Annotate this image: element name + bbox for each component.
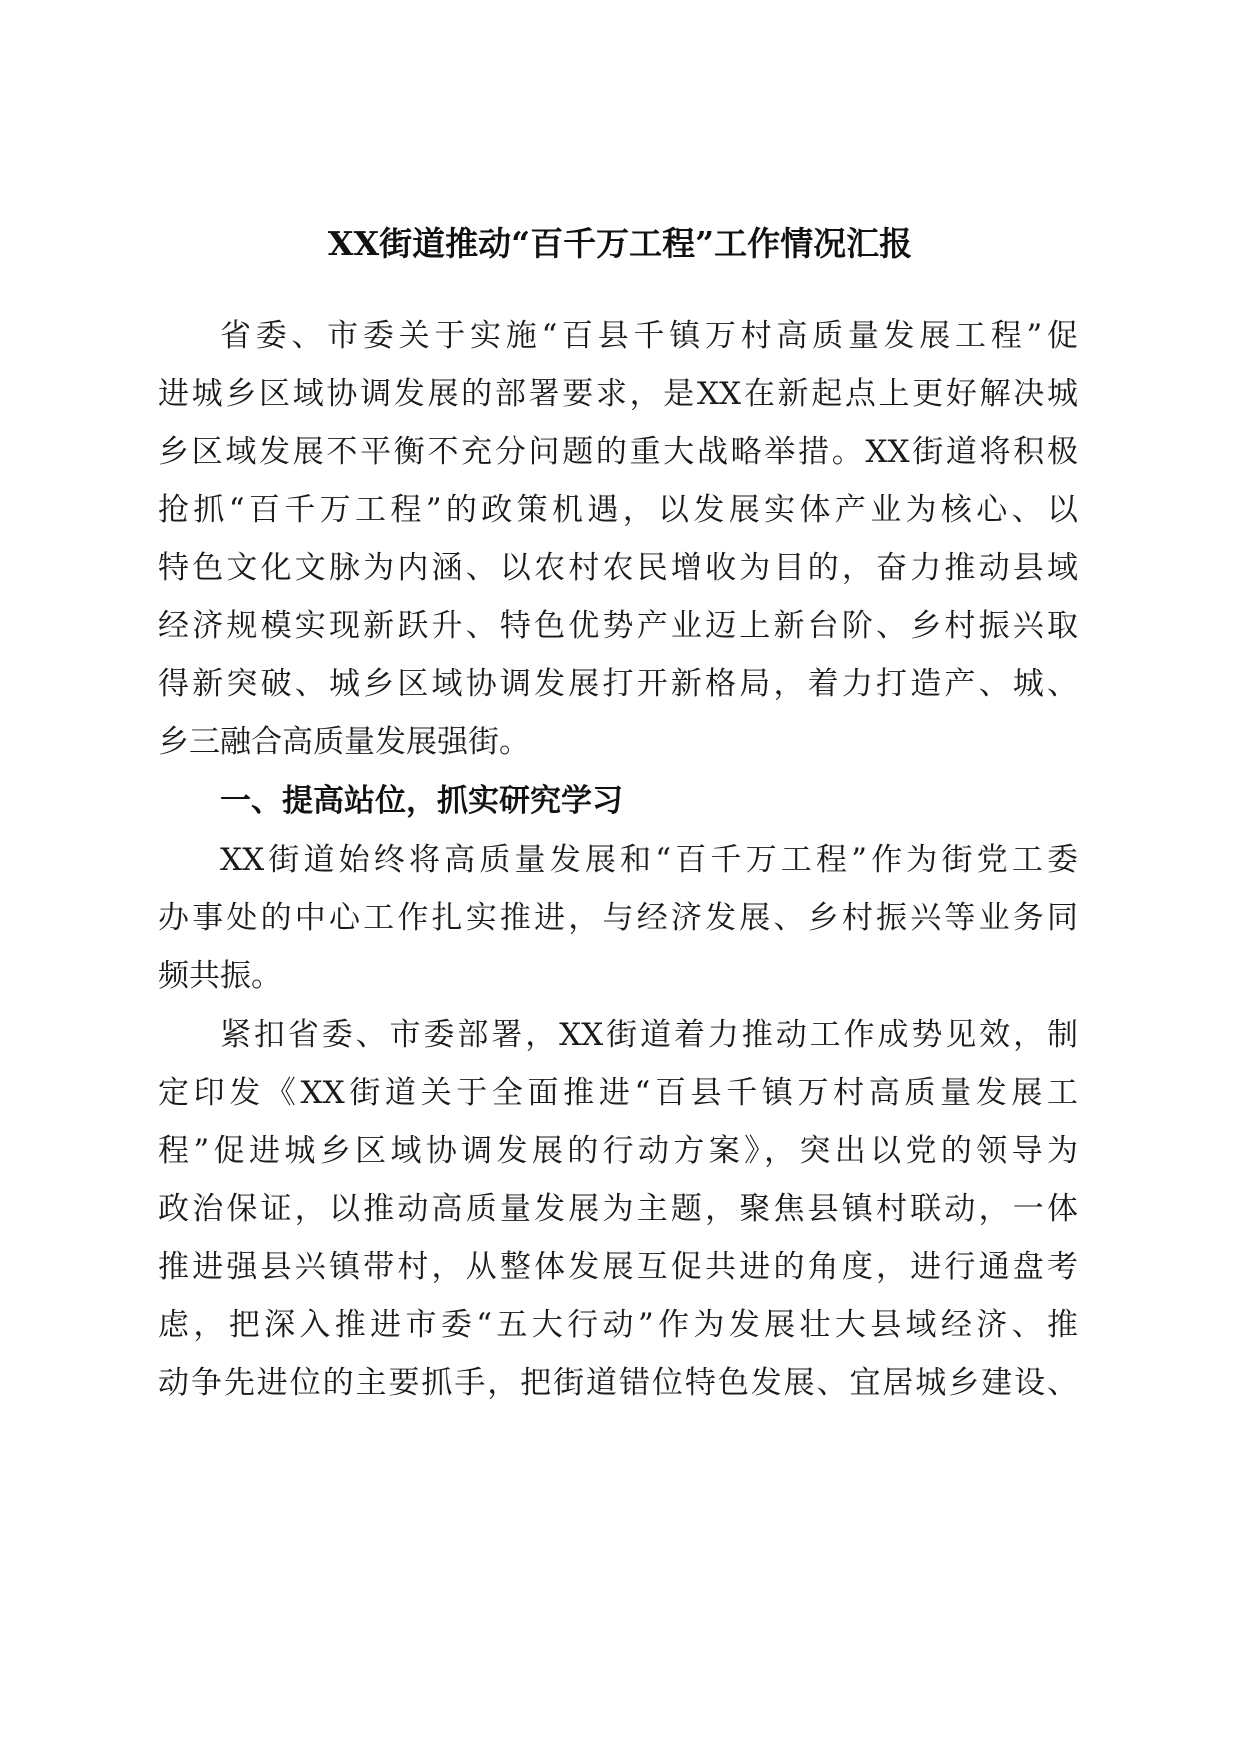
paragraph-line: 程”促进城乡区域协调发展的行动方案》，突出以党的领导为 xyxy=(158,1133,1078,1169)
paragraph-line: 进城乡区域协调发展的部署要求，是XX在新起点上更好解决城 xyxy=(158,376,1078,412)
paragraph-line: 乡区域发展不平衡不充分问题的重大战略举措。XX街道将积极 xyxy=(158,434,1078,470)
paragraph-line: 省委、市委关于实施“百县千镇万村高质量发展工程”促 xyxy=(220,318,1078,354)
paragraph-line: XX街道始终将高质量发展和“百千万工程”作为街党工委 xyxy=(220,842,1078,878)
paragraph-line: 办事处的中心工作扎实推进，与经济发展、乡村振兴等业务同 xyxy=(158,900,1078,936)
paragraph-line: 频共振。 xyxy=(158,958,282,994)
paragraph-line: 虑，把深入推进市委“五大行动”作为发展壮大县域经济、推 xyxy=(158,1307,1078,1343)
paragraph-line: 经济规模实现新跃升、特色优势产业迈上新台阶、乡村振兴取 xyxy=(158,608,1078,644)
paragraph-line: 紧扣省委、市委部署，XX街道着力推动工作成势见效，制 xyxy=(220,1017,1078,1053)
paragraph-line: 得新突破、城乡区域协调发展打开新格局，着力打造产、城、 xyxy=(158,666,1078,702)
paragraph-line: 抢抓“百千万工程”的政策机遇，以发展实体产业为核心、以 xyxy=(158,492,1078,528)
document-title: XX街道推动“百千万工程”工作情况汇报 xyxy=(327,224,913,263)
paragraph-line: 定印发《XX街道关于全面推进“百县千镇万村高质量发展工 xyxy=(158,1075,1078,1111)
paragraph-line: 政治保证，以推动高质量发展为主题，聚焦县镇村联动，一体 xyxy=(158,1191,1078,1227)
paragraph-line: 乡三融合高质量发展强街。 xyxy=(158,724,530,760)
section-heading: 一、提高站位，抓实研究学习 xyxy=(220,783,623,819)
paragraph-line: 特色文化文脉为内涵、以农村农民增收为目的，奋力推动县域 xyxy=(158,550,1078,586)
paragraph-line: 推进强县兴镇带村，从整体发展互促共进的角度，进行通盘考 xyxy=(158,1249,1078,1285)
paragraph-line: 动争先进位的主要抓手，把街道错位特色发展、宜居城乡建设、 xyxy=(158,1365,1078,1401)
